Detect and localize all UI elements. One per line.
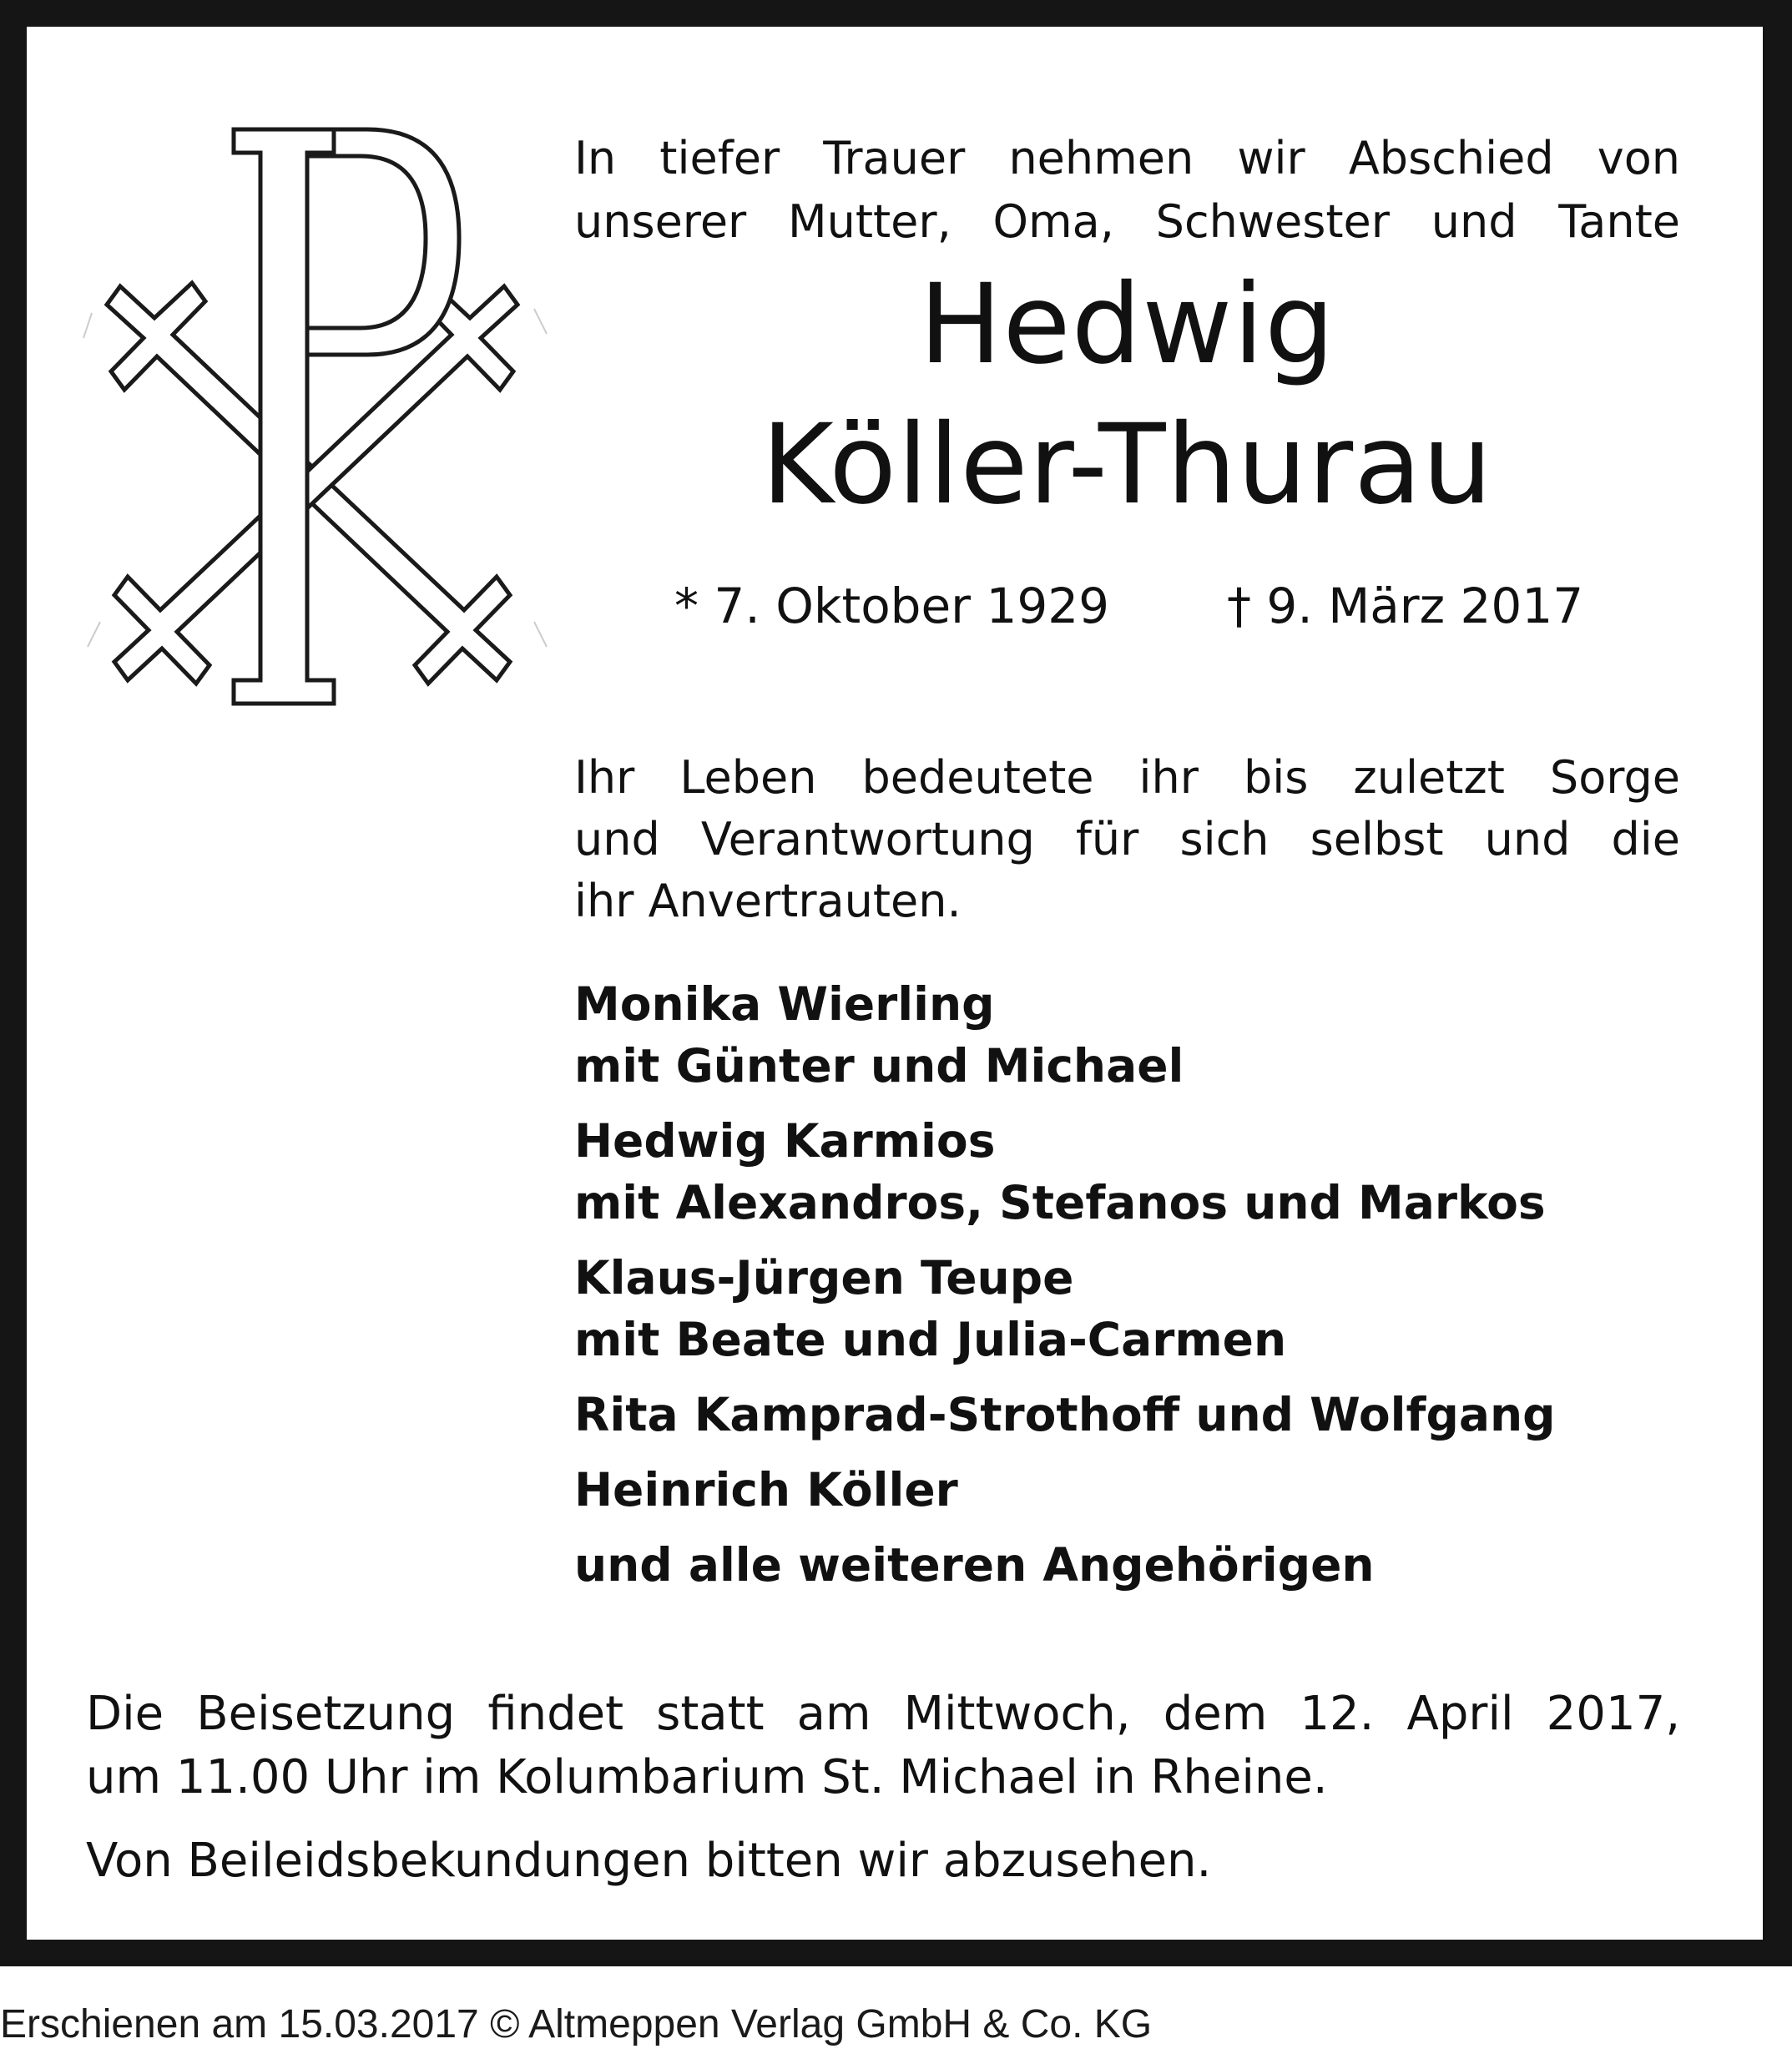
intro-text [574, 127, 1680, 254]
mourner-group [574, 973, 1726, 1097]
life-line: ihr Anvertrauten. [574, 875, 962, 927]
mourner-line: mit Beate und Julia-Carmen [574, 1313, 1287, 1366]
mourner-line: Rita Kamprad-Strothoff und Wolfgang [574, 1388, 1556, 1441]
publication-footer: Erschienen am 15.03.2017 © Altmeppen Verlag GmbH & Co. KG [0, 2002, 1153, 2046]
deceased-name [574, 255, 1680, 535]
mourner-line: mit Alexandros, Stefanos und Markos [574, 1176, 1546, 1229]
intro-line: unserer Mutter, Oma, Schwester und Tante [574, 195, 1680, 248]
mourner-line: und alle weiteren Angehörigen [574, 1538, 1375, 1592]
mourner-group [574, 1247, 1726, 1370]
deceased-first-name: Hedwig [919, 260, 1335, 389]
life-text [574, 747, 1680, 932]
mourner-line: Heinrich Köller [574, 1463, 958, 1516]
mourner-line: Hedwig Karmios [574, 1114, 996, 1168]
mourners-list [574, 973, 1726, 1609]
funeral-info [86, 1683, 1680, 1809]
chi-rho-icon [67, 104, 559, 722]
mourner-line: mit Günter und Michael [574, 1039, 1184, 1093]
funeral-line: Die Beisetzung findet statt am Mittwoch, dem 12. April 2017, [86, 1687, 1680, 1741]
mourner-line: Klaus-Jürgen Teupe [574, 1251, 1074, 1304]
birth-date: * 7. Oktober 1929 [674, 578, 1110, 634]
mourner-group [574, 1459, 1726, 1521]
life-line: und Verantwortung für sich selbst und die [574, 813, 1680, 865]
condolence-note: Von Beileidsbekundungen bitten wir abzusehen. [86, 1834, 1212, 1888]
death-date: † 9. März 2017 [1227, 578, 1584, 634]
intro-line: In tiefer Trauer nehmen wir Abschied von [574, 132, 1680, 184]
funeral-line: um 11.00 Uhr im Kolumbarium St. Michael in Rheine. [86, 1750, 1328, 1804]
mourner-line: Monika Wierling [574, 977, 995, 1031]
deceased-last-name: Köller-Thurau [761, 401, 1493, 529]
mourner-group [574, 1534, 1726, 1596]
life-line: Ihr Leben bedeutete ihr bis zuletzt Sorge [574, 751, 1680, 804]
mourner-group [574, 1384, 1726, 1446]
mourner-group [574, 1110, 1726, 1234]
